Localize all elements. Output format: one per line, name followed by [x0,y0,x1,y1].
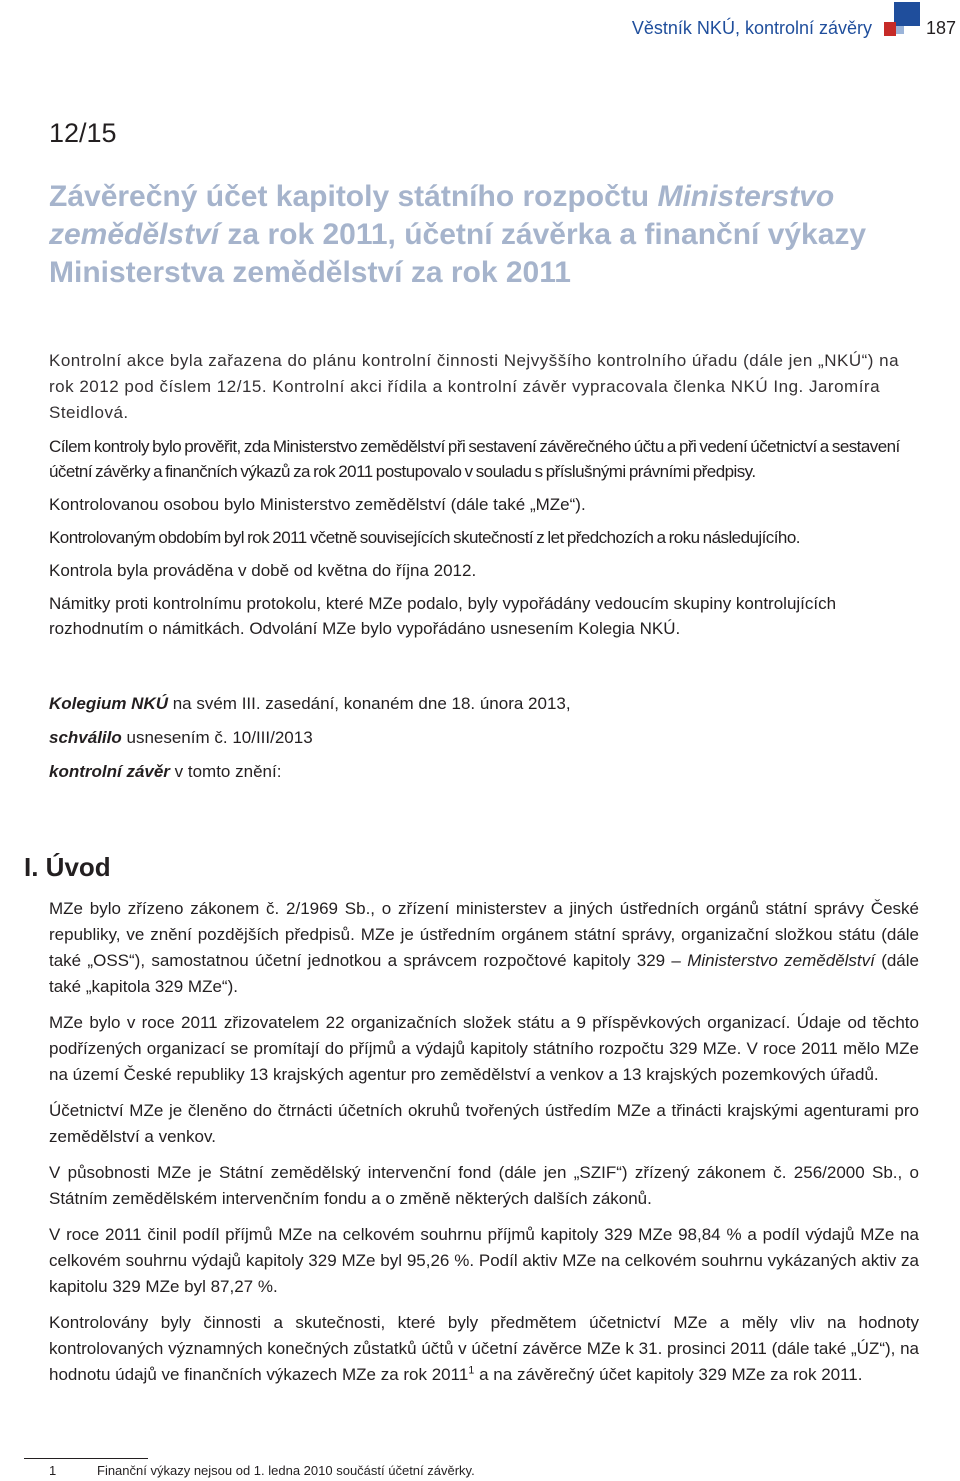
body-paragraph-6: Kontrolovány byly činnosti a skutečnosti, které byly předmětem účetnictví MZe a měly vliv na hodnoty kontrolovaných významných konečných zůstatků účtů v účetní závěrce MZe k 31. prosinci 2011 (dále také „ÚZ“), na hodnotu údajů ve finančních výkazech MZe za rok 2011$^1$ a na závěrečný účet kapitoly 329 MZe za rok 2011. [49,1313,919,1384]
footnote-text: Finanční výkazy nejsou od 1. ledna 2010 součástí účetní závěrky. [97,1463,475,1478]
approval-line-2: schválilo usnesením č. 10/III/2013 [49,728,313,747]
schvalilo-label: schválilo [49,728,122,747]
nku-logo [884,2,920,42]
body-paragraph-1: MZe bylo zřízeno zákonem č. 2/1969 Sb., o zřízení ministerstev a jiných ústředních orgánů státní správy České republiky, ve znění pozdějších předpisů. MZe je ústředním orgánem státní správy, organizační složkou státu (dále také „OSS“), samostatnou účetní jednotkou a správcem rozpočtové kapitoly 329 – Ministerstvo zemědělství (dále také „kapitola 329 MZe“). [49,899,919,996]
body-paragraph-5: V roce 2011 činil podíl příjmů MZe na celkovém souhrnu příjmů kapitoly 329 MZe 98,84 % a podíl výdajů MZe na celkovém souhrnu výdajů kapitoly 329 MZe byl 95,26 %. Podíl aktiv MZe na celkovém souhrnu vykázaných aktiv za kapitolu 329 MZe byl 87,27 %. [49,1225,919,1296]
report-number: 12/15 [49,118,117,148]
footnote-number: 1 [49,1463,57,1478]
document-title [49,178,909,292]
body-paragraph-2: MZe bylo v roce 2011 zřizovatelem 22 organizačních složek státu a 9 příspěvkových organizací. Údaje od těchto podřízených organizací se promítají do příjmů a výdajů kapitoly státního rozpočtu 329 MZe. V roce 2011 mělo MZe na území České republiky 13 krajských agentur pro zemědělství a venkov a 13 krajských pozemkových úřadů. [49,1013,919,1084]
title-part1: Závěrečný účet kapitoly státního rozpočtu [49,180,658,213]
page-number: 187 [925,18,956,38]
body-paragraph-3: Účetnictví MZe je členěno do čtrnácti účetních okruhů tvořených ústředím MZe a třinácti krajskými agenturami pro zemědělství a venkov. [49,1101,919,1146]
running-title: Věstník NKÚ, kontrolní závěry [631,18,872,38]
footnote-divider [24,1458,148,1459]
title-part3: za rok 2011, účetní závěrka a finanční výkazy Ministerstva zemědělství za rok 2011 [49,218,867,289]
approval-line-3: kontrolní závěr v tomto znění: [49,762,282,781]
intro-paragraph-1: Kontrolní akce byla zařazena do plánu kontrolní činnosti Nejvyššího kontrolního úřadu (dále jen „NKÚ“) na rok 2012 pod číslem 12/15. Kontrolní akci řídila a kontrolní závěr vypracovala členka NKÚ Ing. Jaromíra Steidlová. [49,351,900,422]
footnote-ref[interactable]: 1 [468,1364,475,1377]
intro-paragraph-6: Námitky proti kontrolnímu protokolu, které MZe podalo, byly vypořádány vedoucím skupiny kontrolujících rozhodnutím o námitkách. Odvolání MZe bylo vypořádáno usnesením Kolegia NKÚ. [49,594,837,638]
body-paragraph-4: V působnosti MZe je Státní zemědělský intervenční fond (dále jen „SZIF“) zřízený zákonem č. 256/2000 Sb., o Státním zemědělském intervenčním fondu a o změně některých dalších zákonů. [49,1163,919,1208]
intro-paragraph-2: Cílem kontroly bylo prověřit, zda Ministerstvo zemědělství při sestavení závěrečného účtu a při vedení účetnictví a sestavení účetní závěrky a finančních výkazů za rok 2011 postupovalo v souladu s příslušnými právními předpisy. [49,437,900,481]
kolegium-label: Kolegium NKÚ [49,694,168,713]
kontrolni-zaver-label: kontrolní závěr [49,762,170,781]
section-heading: I. Úvod [24,852,111,882]
title-part2: Ministerstvo zemědělství [49,180,835,251]
footnote [49,1463,475,1478]
intro-paragraph-5: Kontrola byla prováděna v době od května do října 2012. [49,561,477,580]
intro-paragraph-3: Kontrolovanou osobou bylo Ministerstvo zemědělství (dále také „MZe“). [49,495,586,514]
approval-line-1: Kolegium NKÚ na svém III. zasedání, konaném dne 18. února 2013, [49,694,571,713]
section-body [49,896,919,1398]
approval-block [49,687,919,789]
page-header [0,0,960,60]
intro-paragraph-4: Kontrolovaným obdobím byl rok 2011 včetně souvisejících skutečností z let předchozích a roku následujícího. [49,528,800,547]
intro-section [49,348,919,789]
